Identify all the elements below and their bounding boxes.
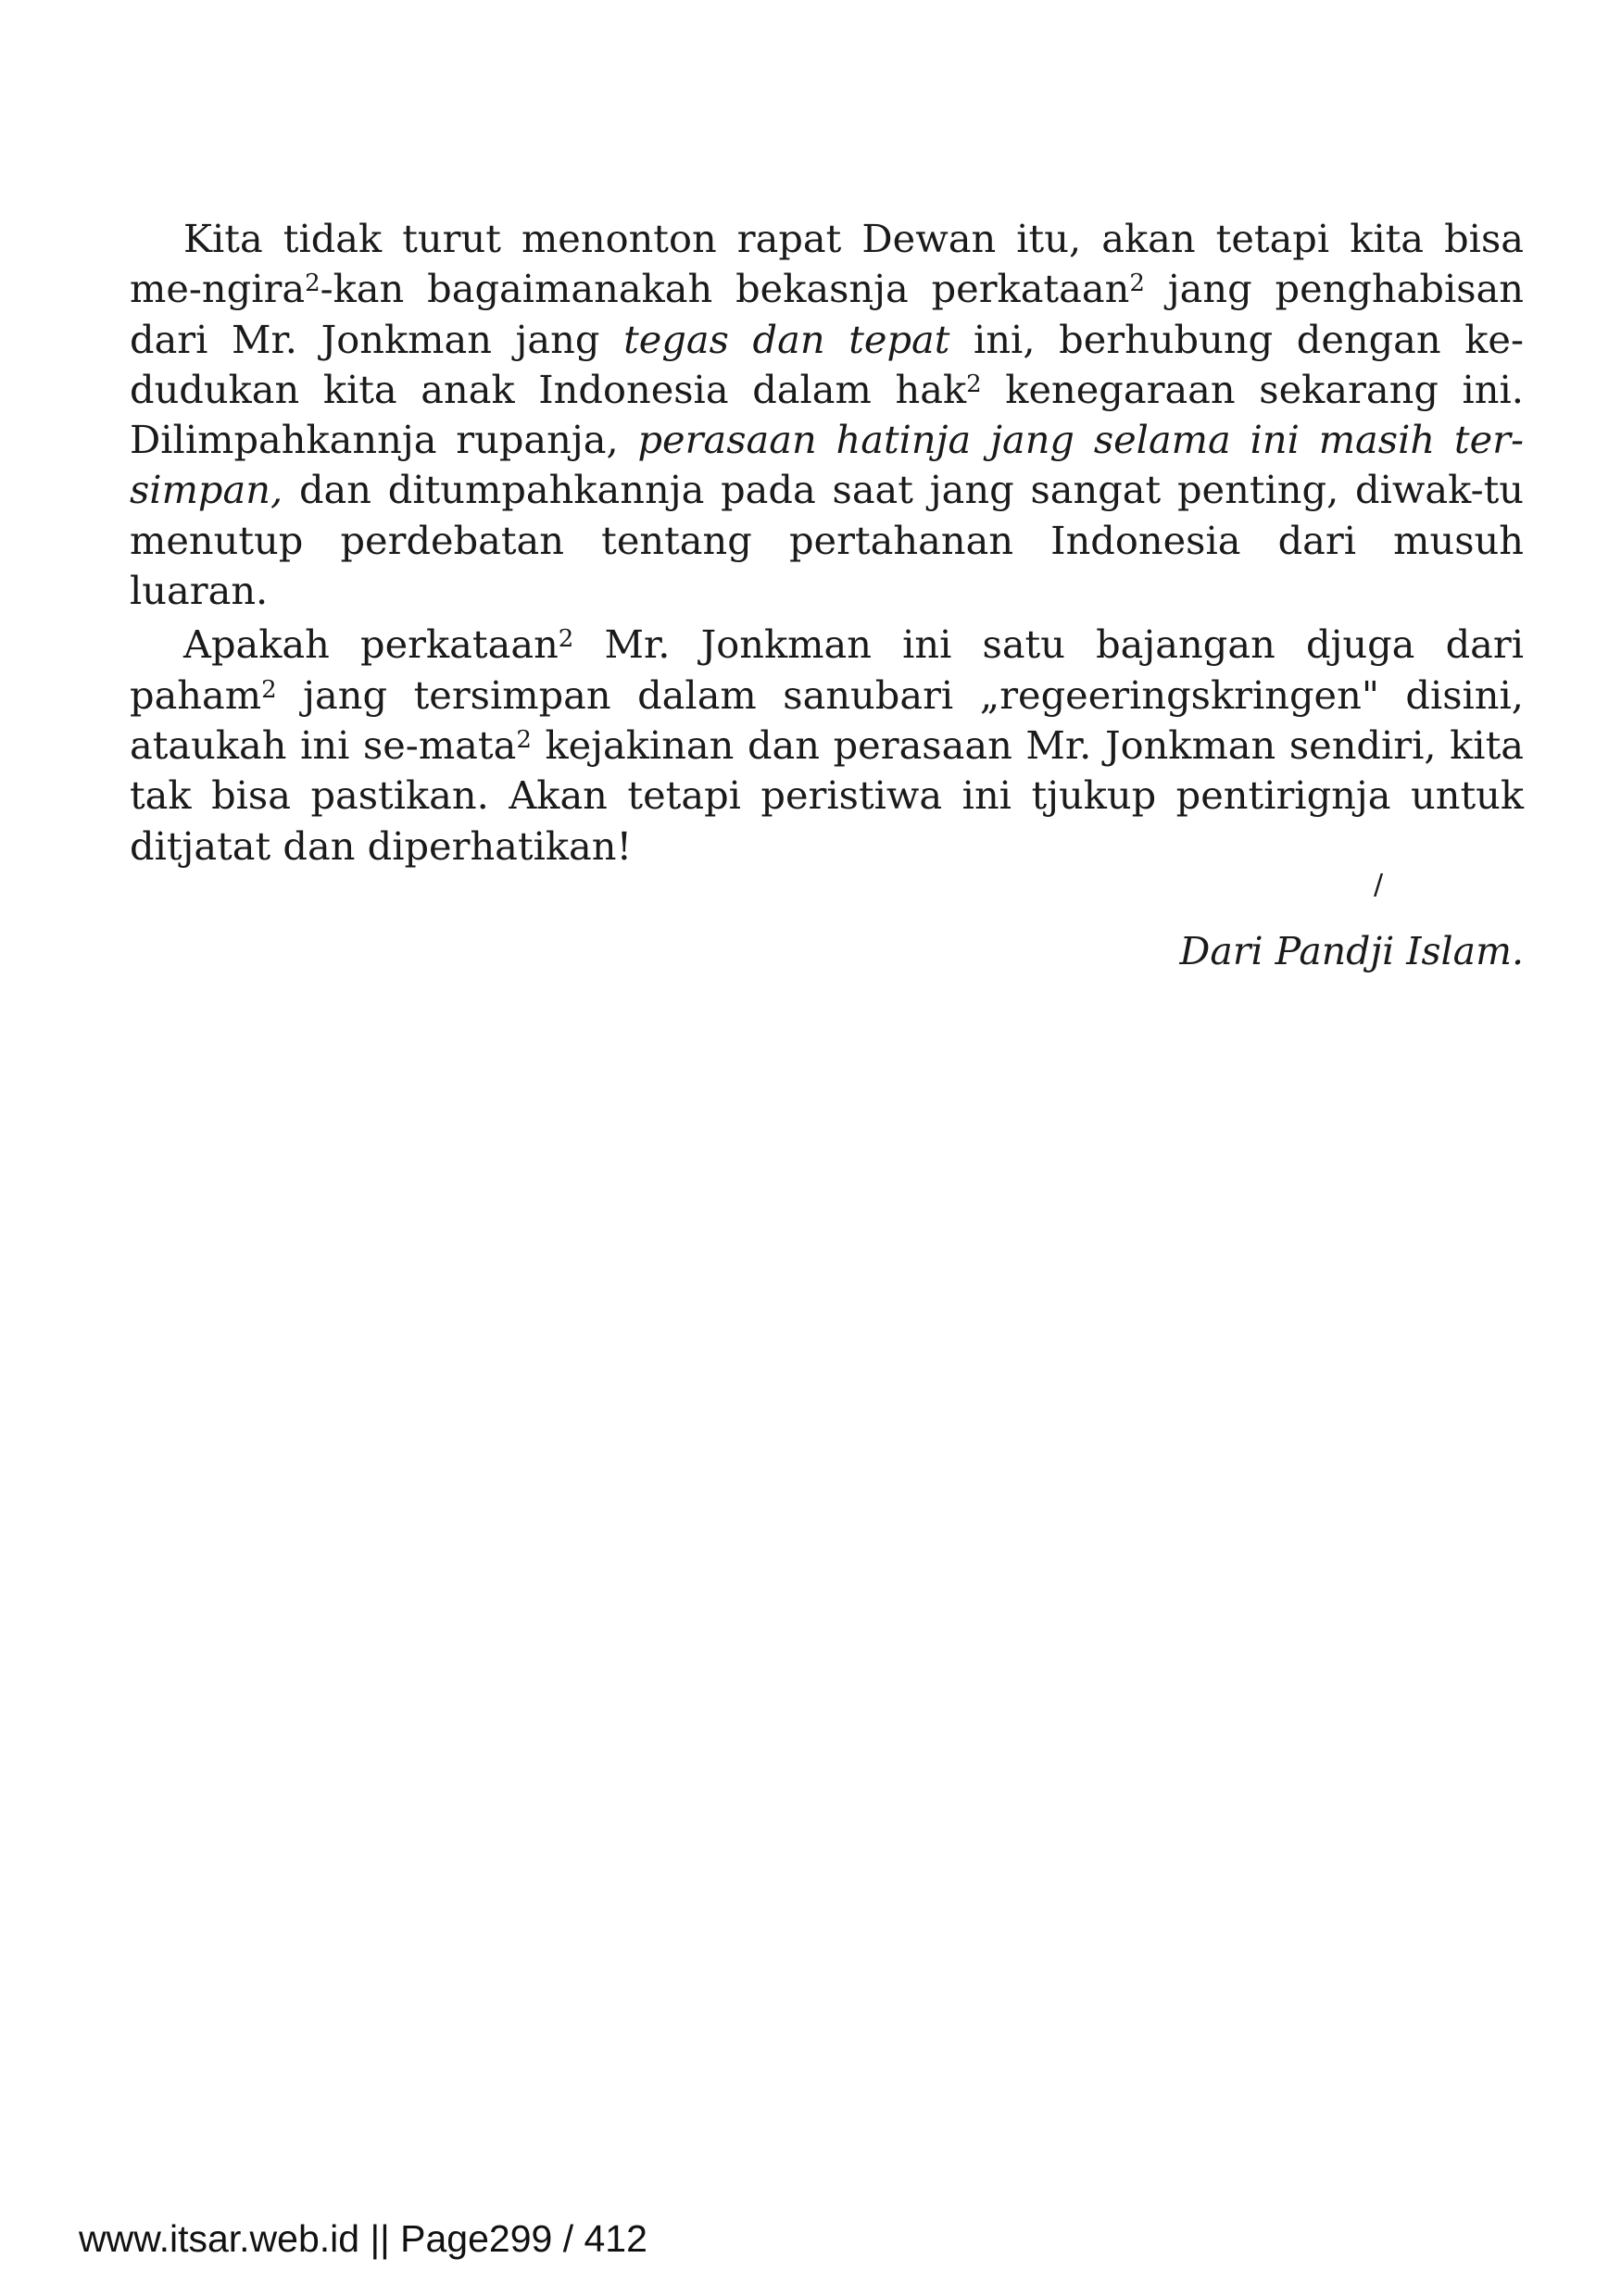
page-footer: www.itsar.web.id || Page299 / 412 [79, 2217, 647, 2260]
superscript-mark: 2 [305, 270, 320, 298]
paragraph-1 [130, 214, 1524, 616]
text-segment: ini, berhubung dengan ke-dudukan kita anak Indonesia dalam hak [130, 316, 1525, 412]
article-body [130, 214, 1524, 872]
superscript-mark: 2 [558, 625, 574, 654]
text-segment: Apakah perkataan [183, 621, 559, 668]
superscript-mark: 2 [516, 725, 532, 754]
italic-phrase: tegas dan tepat [623, 316, 950, 362]
superscript-mark: 2 [1129, 270, 1145, 298]
italic-phrase: perasaan hatinja jang selama ini masih ter-simpan, [130, 417, 1524, 513]
text-segment: Kita tidak turut menonton rapat Dewan itu, akan tetapi kita bisa me-ngira [130, 216, 1524, 312]
text-segment: kenegaraan sekarang ini. Dilimpahkannja rupanja, [130, 366, 1524, 463]
source-attribution: Dari Pandji Islam. [1179, 929, 1524, 973]
text-segment: kejakinan dan perasaan Mr. Jonkman sendiri, kita tak bisa pastikan. Akan tetapi peristiwa ini tjukup pentirignja untuk ditjatat dan diperhatikan! [130, 721, 1524, 869]
text-segment: dan ditumpahkannja pada saat jang sangat penting, diwak-tu menutup perdebatan tentang pertahanan Indonesia dari musuh luaran. [130, 467, 1524, 614]
text-segment: jang tersimpan dalam sanubari „regeeringskringen" disini, ataukah ini se-mata [130, 671, 1524, 768]
paragraph-2 [130, 620, 1524, 871]
slash-mark: / [1374, 869, 1384, 901]
text-segment: Mr. Jonkman ini satu bajangan djuga dari paham [130, 621, 1524, 718]
text-segment: -kan bagaimanakah bekasnja perkataan [320, 266, 1130, 312]
text-segment: jang penghabisan dari Mr. Jonkman jang [130, 266, 1524, 362]
superscript-mark: 2 [966, 370, 982, 398]
superscript-mark: 2 [261, 675, 277, 704]
